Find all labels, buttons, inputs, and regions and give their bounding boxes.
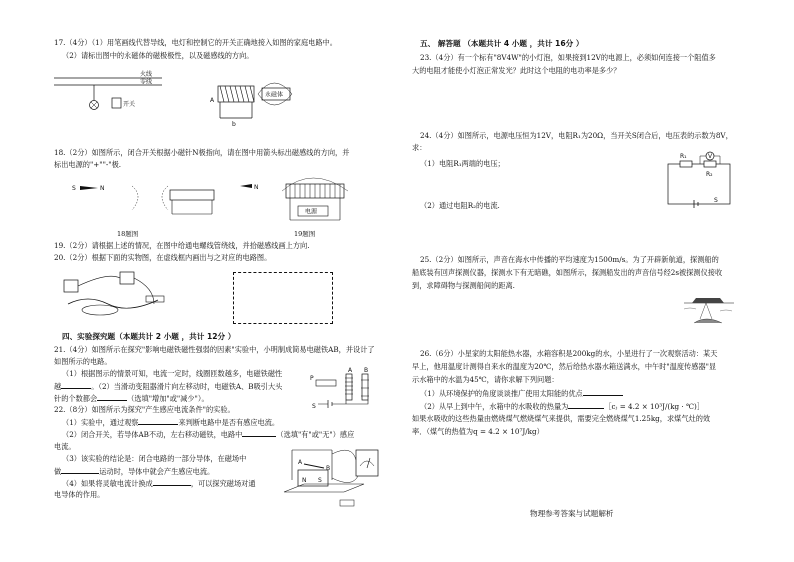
q20-text: 20.（2分）根据下面的实物图，在虚线框内画出与之对应的电路图。 xyxy=(54,253,272,262)
magnet-a-label: A xyxy=(348,367,353,374)
r2-label: R₂ xyxy=(706,171,713,178)
magnet-label: 永磁体 xyxy=(265,91,284,99)
q22-blank-2[interactable] xyxy=(242,429,276,437)
q26-line4: （1）从环境保护的角度谈谈推广使用太阳能的优点 xyxy=(420,388,623,398)
q22-blank-3[interactable] xyxy=(61,466,99,474)
q24-line2: 求： xyxy=(412,143,427,152)
q19-text: 19.（2分）请根据上述的情况，在图中给通电螺线管绕线，并拾磁感线画上方向. xyxy=(54,241,310,250)
q21-line5: 针的个数都会 （选填"增加"或"减少"）。 xyxy=(54,394,209,403)
q17-line1: 17.（4分）（1）用笔画线代替导线，电灯和控制它的开关正确地接入如图的家庭电路中。 xyxy=(54,38,337,47)
figure-25-sonar xyxy=(684,293,734,331)
compass-s-label: S xyxy=(72,185,76,192)
q22-blank-4[interactable] xyxy=(153,478,191,486)
conductor-a-label: A xyxy=(298,459,303,466)
rheostat-p-label: P xyxy=(310,375,314,382)
q22-line1: 22.（8分）如图所示为探究"产生感应电流条件"的实验。 xyxy=(54,405,235,414)
switch-label: 开关 xyxy=(123,101,136,108)
figure-solenoid-magnet xyxy=(210,72,310,136)
q24-line4: （2）通过电阻R₂的电流. xyxy=(420,201,500,210)
q23-line2: 大的电阻才能使小灯泡正常发光？此时这个电阻的电功率是多少？ xyxy=(412,66,621,75)
section-4-heading: 四、实验探究题（本题共计 2 小题 ，共计 12分 ） xyxy=(62,332,236,341)
q18-line2: 标出电源的"+""-"极. xyxy=(54,160,122,169)
q25-line2: 船底装有回声探测仪器，探测水下有无暗礁，如图所示，探测船发出的声音信号经2s被探测仪接收 xyxy=(412,268,723,277)
switch-label: S xyxy=(714,197,718,204)
caption-18: 18题图 xyxy=(117,230,139,238)
q21-line1: 21.（4分）如图所示在探究"影响电磁铁磁性强弱的因素"实验中，小明制成简易电磁铁AB，并设计了 xyxy=(54,345,375,354)
magnet-b-label: B xyxy=(364,367,369,374)
q22-line4: 电流。 xyxy=(54,442,76,451)
q25-line1: 25.（2分）如图所示，声音在海水中传播的平均速度为1500m/s。为了开辟新航道，探测船的 xyxy=(420,255,719,264)
q26-line6: 如果水吸收的这些热量由燃烧煤气燃烧煤气来提供，需要完全燃烧煤气1.25kg，求煤气灶的效 xyxy=(412,414,711,423)
needle-n-label: N xyxy=(254,184,259,191)
terminal-a-label: A xyxy=(210,97,215,104)
q23-line1: 23.（4分）有一个标有"8V4W"的小灯泡，如果接到12V的电源上，必须如何连接一个阻值多 xyxy=(420,53,716,62)
q22-line5: （3）该实验的结论是：闭合电路的一部分导体，在磁场中 xyxy=(62,454,247,463)
q22-line2: （1）实验中，通过观察 来判断电路中是否有感应电流。 xyxy=(62,418,280,427)
terminal-b-label: b xyxy=(232,121,236,128)
fire-wire-label: 火线 xyxy=(140,71,153,78)
power-label: 电源 xyxy=(305,208,318,216)
q22-blank-1[interactable] xyxy=(138,417,178,425)
q21-blank-1[interactable] xyxy=(61,381,91,389)
q21-line2: 如图所示的电路。 xyxy=(54,357,112,366)
footer-answer-title: 物理参考答案与试题解析 xyxy=(530,509,614,518)
r1-label: R₁ xyxy=(680,153,687,160)
q18-line1: 18.（2分）如图所示，闭合开关根据小磁针N极指向，请在图中用箭头标出磁感线的方向，并 xyxy=(54,148,350,157)
q22-line7: （4）如果将灵敏电流计换成 ，可以探究磁场对通 xyxy=(62,479,256,488)
q22-line8: 电导体的作用。 xyxy=(54,490,105,499)
q21-blank-2[interactable] xyxy=(97,393,127,401)
q26-line2: 早上，他用温度计测得自来水的温度为20℃，然后给热水器水箱送满水，中午时"温度传感器"显 xyxy=(412,362,717,371)
figure-22-induction xyxy=(284,430,394,514)
q26-line7: 率．（煤气的热值为q = 4.2 × 10⁷J/kg） xyxy=(412,427,544,436)
q26-line3: 示水箱中的水温为45℃，请你求解下列问题： xyxy=(412,375,559,384)
q26-blank-1[interactable] xyxy=(583,388,623,396)
section-5-heading: 五、 解答题 （本题共计 4 小题 ，共计 16分 ） xyxy=(420,39,584,48)
q26-blank-2[interactable] xyxy=(568,401,604,409)
figure-21-electromagnet xyxy=(308,366,378,420)
neutral-wire-label: 零线 xyxy=(140,78,153,86)
q24-line1: 24.（4分）如图所示，电源电压恒为12V，电阻R₁为20Ω，当开关S闭合后，电压表的示数为8V， xyxy=(420,131,733,140)
q26-line5: （2）从早上到中午，水箱中的水吸收的热量为 ［cⱼ = 4.2 × 10³J/(kg · ℃)］ xyxy=(420,402,705,411)
q26-line1: 26.（6分）小星家的太阳能热水器，水箱容积是200kg的水，小星进行了一次观察活动：某天 xyxy=(420,349,718,358)
q21-line4: 越 。（2）当滑动变阻器滑片向左移动时，电磁铁A、B吸引大头 xyxy=(54,382,283,391)
figure-19 xyxy=(238,178,348,232)
caption-19: 19题图 xyxy=(294,230,316,238)
figure-household-circuit xyxy=(54,72,164,131)
figure-20-circuit xyxy=(60,268,180,327)
q21-line3: （1）根据图示的情景可知，电流一定时，线圈匝数越多，电磁铁磁性 xyxy=(62,369,283,378)
conductor-b-label: B xyxy=(326,465,331,472)
switch-s-label: S xyxy=(312,403,316,410)
q22-line6: 做 运动时，导体中就会产生感应电流。 xyxy=(54,467,215,476)
compass-n-label: N xyxy=(100,185,105,192)
figure-24-circuit xyxy=(664,152,734,216)
magnet-s-label: S xyxy=(318,477,322,484)
magnet-n-label: N xyxy=(302,477,307,484)
figure-18 xyxy=(72,180,222,229)
q17-line2: （2）请标出图中的永磁体的磁极极性，以及磁感线的方向。 xyxy=(62,51,254,60)
answer-box[interactable] xyxy=(233,272,333,324)
q25-line3: 到，求障碍物与探测船间的距离. xyxy=(412,281,515,290)
q24-line3: （1）电阻R₁两端的电压； xyxy=(420,159,505,168)
q22-line3: （2）闭合开关，若导体AB不动，左右移动磁铁，电路中 （选填"有"或"无"）感应 xyxy=(62,430,355,439)
voltmeter-label: V xyxy=(708,153,713,160)
